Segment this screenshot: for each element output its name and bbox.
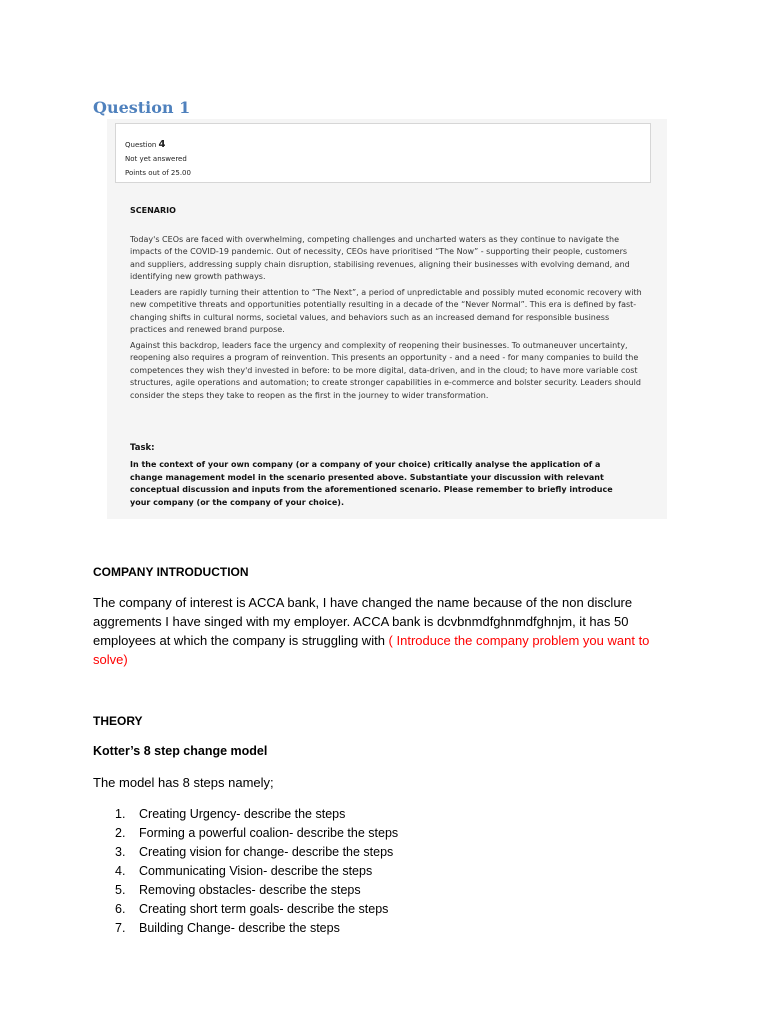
step-item xyxy=(93,862,398,881)
model-heading: Kotter’s 8 step change model xyxy=(93,744,268,758)
company-intro-paragraph xyxy=(93,593,673,669)
company-intro-highlight: ( Introduce the company problem you want to solve) xyxy=(93,633,650,667)
step-number: 1. xyxy=(115,807,126,821)
question-label: Question xyxy=(125,141,157,149)
scenario-paragraph: Against this backdrop, leaders face the urgency and complexity of reopening their businesses. To outmaneuver uncertainty, reopening also requires a program of reinvention. This presents an opportunity - and a need - for many companies to build the competences they wish they'd invested in before: to be more digital, data-driven, and in the cloud; to have more variable cost structures, agile operations and automation; to create stronger capabilities in e-commerce and bolster security. Leaders should consider the steps they take to reopen as the first in the journey to wider transformation. xyxy=(130,340,641,400)
step-text: Removing obstacles- describe the steps xyxy=(139,883,361,897)
step-number: 4. xyxy=(115,864,126,878)
step-text: Creating vision for change- describe the steps xyxy=(139,845,394,859)
company-intro-text: The company of interest is ACCA bank, I have changed the name because of the non disclure aggrements I have singed with my employer. ACCA bank is dcvbnmdfghnmdfghnjm, it has 50 employees at which the company is struggling with xyxy=(93,595,633,648)
step-text: Creating Urgency- describe the steps xyxy=(139,807,346,821)
step-item xyxy=(93,900,398,919)
task-text: In the context of your own company (or a company of your choice) critically analyse the application of a change management model in the scenario presented above. Substantiate your discussion with relevant conceptual discussion and inputs from the aforementioned scenario. Please remember to briefly introduce your company (or the company of your choice). xyxy=(130,460,613,507)
theory-heading: THEORY xyxy=(93,714,143,728)
scenario-block xyxy=(130,205,642,405)
steps-list xyxy=(93,805,398,938)
step-number: 3. xyxy=(115,845,126,859)
question-number: 4 xyxy=(158,139,166,150)
step-text: Creating short term goals- describe the steps xyxy=(139,902,389,916)
step-item xyxy=(93,843,398,862)
step-number: 7. xyxy=(115,921,126,935)
scenario-paragraph: Today's CEOs are faced with overwhelming, competing challenges and uncharted waters as they continue to navigate the impacts of the COVID-19 pandemic. Out of necessity, CEOs have prioritised “The Now” - supporting their people, customers and suppliers, addressing supply chain disruption, stabilising revenues, aligning their businesses with evolving demand, and identifying new growth pathways. xyxy=(130,234,630,281)
scenario-paragraph: Leaders are rapidly turning their attention to “The Next”, a period of unpredictable and possibly muted economic recovery with new competitive threats and opportunities potentially resulting in a decade of the “Never Normal”. This era is defined by fast-changing shifts in cultural norms, societal values, and behaviors such as an increased demand for responsible business practices and renewed brand purpose. xyxy=(130,287,642,334)
step-text: Communicating Vision- describe the steps xyxy=(139,864,373,878)
task-label: Task: xyxy=(130,443,155,453)
question-info-box xyxy=(115,123,651,183)
question-points: Points out of 25.00 xyxy=(125,169,191,177)
step-item xyxy=(93,805,398,824)
step-text: Building Change- describe the steps xyxy=(139,921,340,935)
step-item xyxy=(93,881,398,900)
step-number: 6. xyxy=(115,902,126,916)
scenario-title: SCENARIO xyxy=(130,206,176,215)
company-intro-heading: COMPANY INTRODUCTION xyxy=(93,565,249,579)
step-text: Forming a powerful coalion- describe the steps xyxy=(139,826,399,840)
question-status: Not yet answered xyxy=(125,155,187,163)
step-item xyxy=(93,824,398,843)
step-number: 5. xyxy=(115,883,126,897)
step-number: 2. xyxy=(115,826,126,840)
model-intro: The model has 8 steps namely; xyxy=(93,775,274,790)
step-item xyxy=(93,919,398,938)
question-heading: Question 1 xyxy=(93,98,191,117)
